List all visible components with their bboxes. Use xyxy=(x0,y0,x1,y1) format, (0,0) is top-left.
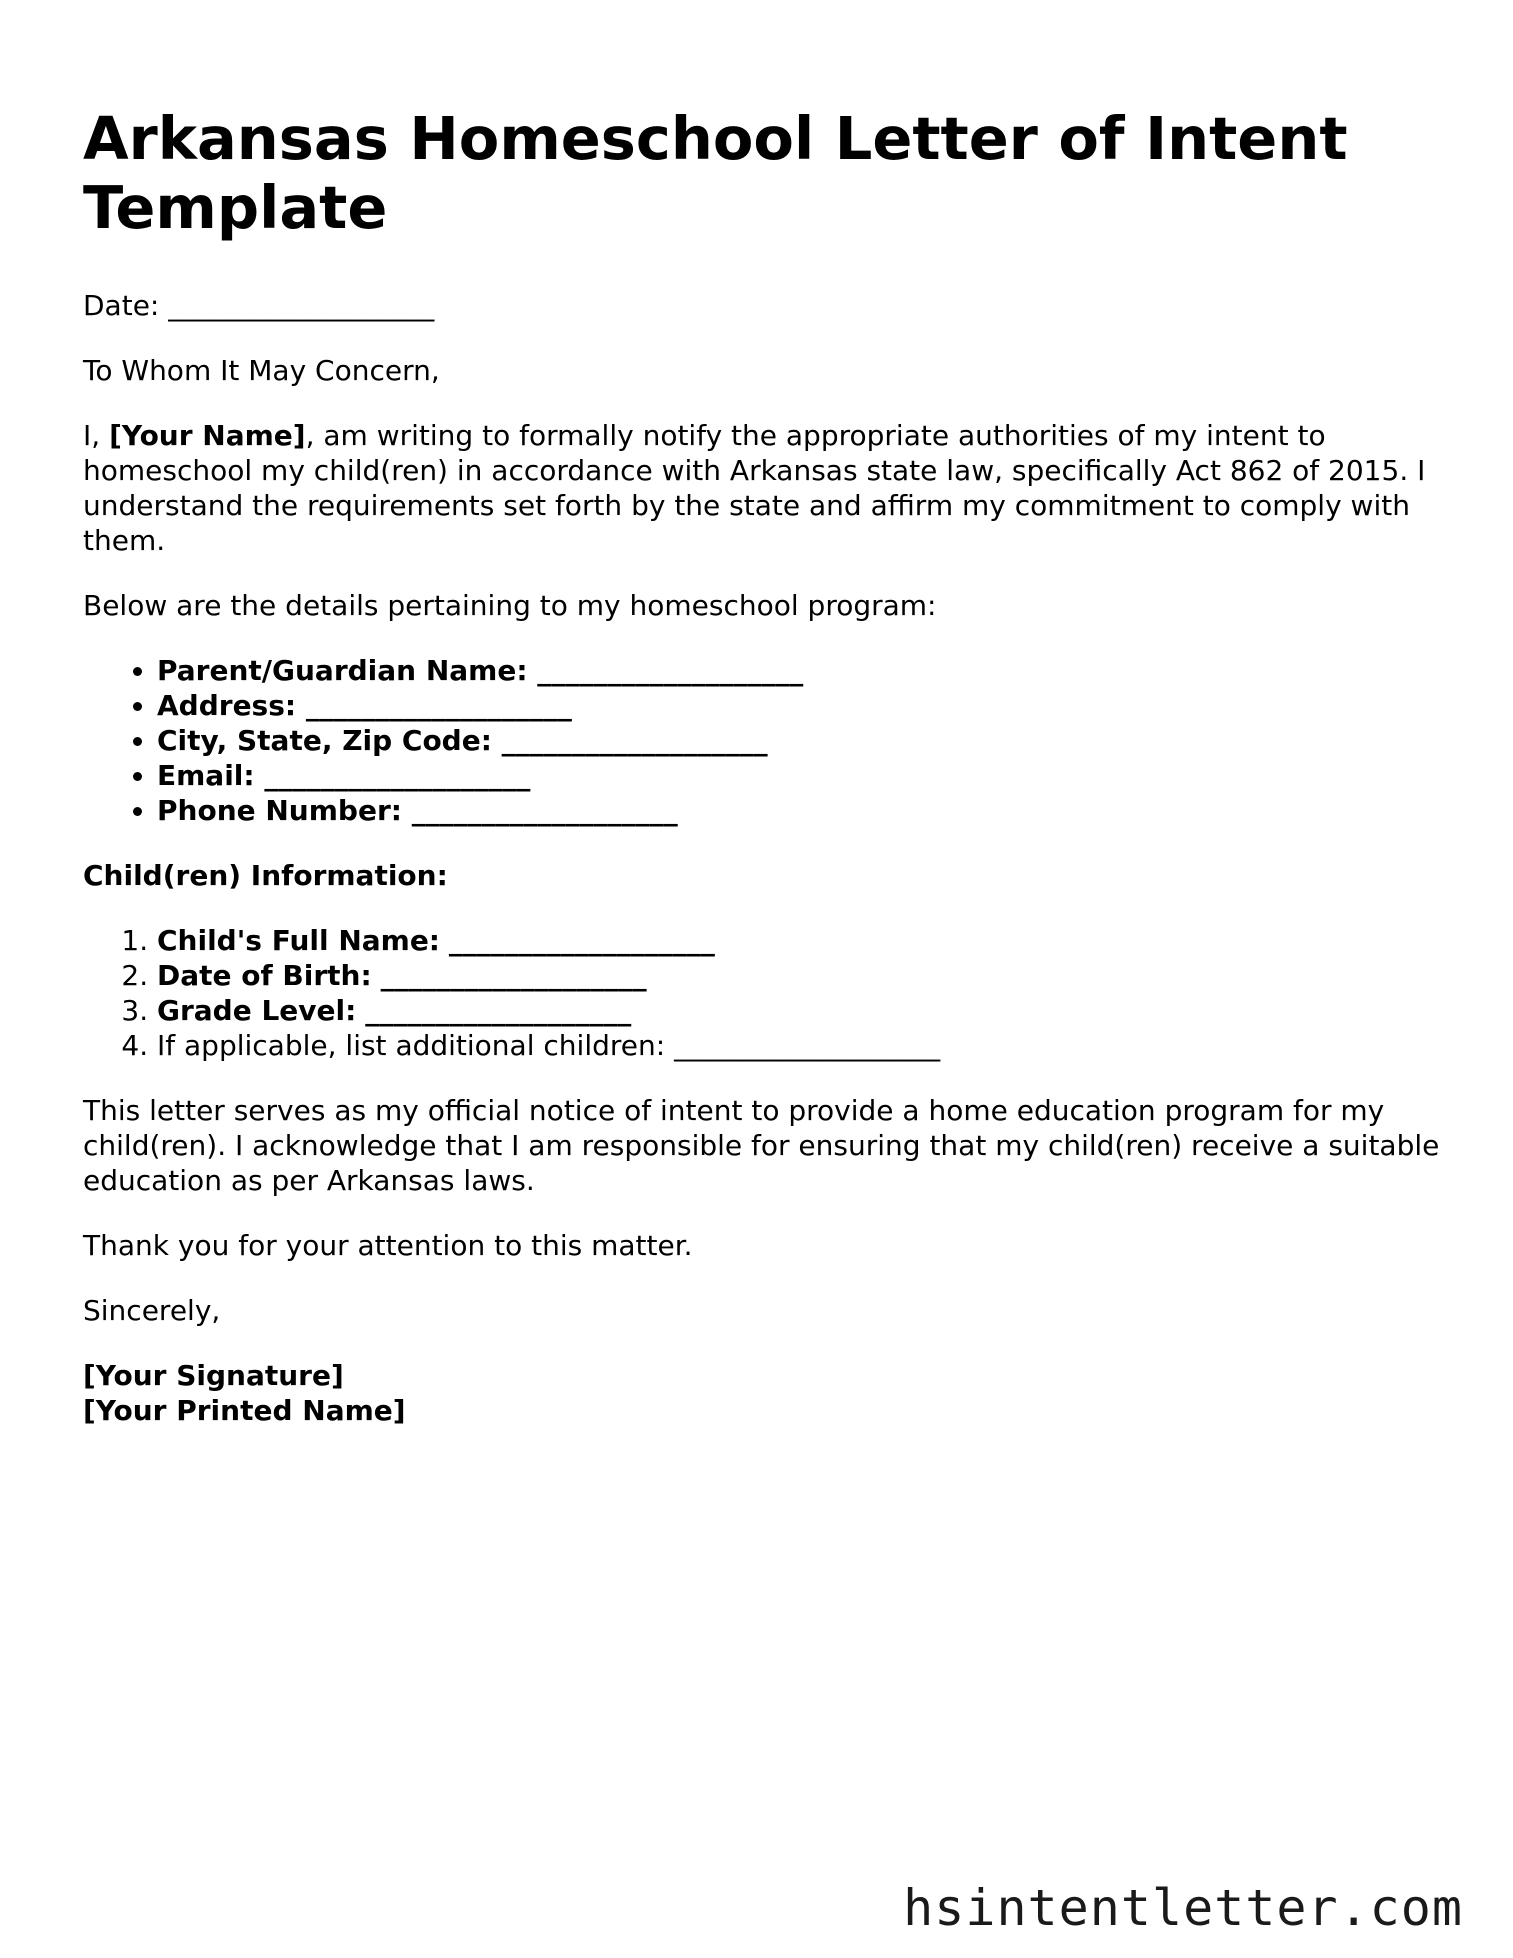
signature-placeholder: [Your Signature] xyxy=(83,1359,344,1392)
address-blank: ___________________ xyxy=(305,689,572,722)
children-heading: Child(ren) Information: xyxy=(83,859,448,892)
greeting: To Whom It May Concern, xyxy=(83,354,440,387)
child-name-blank: ___________________ xyxy=(448,924,715,957)
additional-children-label: If applicable, list additional children: xyxy=(157,1029,666,1062)
list-item xyxy=(157,793,1443,828)
signature-block xyxy=(83,1358,1443,1428)
children-details-list xyxy=(83,923,1443,1063)
date-blank: ___________________ xyxy=(168,289,435,322)
child-name-label: Child's Full Name: xyxy=(157,924,441,957)
parent-details-list xyxy=(83,653,1443,828)
intro-prefix: I, xyxy=(83,419,110,452)
email-blank: ___________________ xyxy=(264,759,531,792)
intro-body: , am writing to formally notify the appropriate authorities of my intent to homeschool my child(ren) in accordance with Arkansas state law, specifically Act 862 of 2015. I understand the requirements set forth by the state and affirm my commitment to comply with them. xyxy=(83,419,1426,557)
phone-label: Phone Number: xyxy=(157,794,402,827)
email-label: Email: xyxy=(157,759,255,792)
details-intro: Below are the details pertaining to my homeschool program: xyxy=(83,589,937,622)
date-label: Date: xyxy=(83,289,160,322)
list-item xyxy=(157,723,1443,758)
your-name-placeholder: [Your Name] xyxy=(109,419,306,452)
phone-blank: ___________________ xyxy=(411,794,678,827)
printed-name-placeholder: [Your Printed Name] xyxy=(83,1394,406,1427)
page-title: Arkansas Homeschool Letter of Intent Template xyxy=(83,104,1348,242)
grade-level-blank: ___________________ xyxy=(365,994,632,1027)
parent-name-label: Parent/Guardian Name: xyxy=(157,654,528,687)
date-of-birth-label: Date of Birth: xyxy=(157,959,372,992)
date-of-birth-blank: ___________________ xyxy=(380,959,647,992)
city-state-zip-label: City, State, Zip Code: xyxy=(157,724,492,757)
list-item xyxy=(157,923,1443,958)
list-item xyxy=(157,758,1443,793)
grade-level-label: Grade Level: xyxy=(157,994,357,1027)
intro-paragraph xyxy=(83,418,1443,558)
additional-children-blank: ___________________ xyxy=(674,1029,941,1062)
list-item xyxy=(157,688,1443,723)
list-item xyxy=(157,1028,1443,1063)
city-state-zip-blank: ___________________ xyxy=(501,724,768,757)
address-label: Address: xyxy=(157,689,297,722)
site-watermark: hsintentletter.com xyxy=(903,1879,1463,1937)
letter-page xyxy=(83,104,1443,1428)
list-item xyxy=(157,653,1443,688)
closing-line: Sincerely, xyxy=(83,1294,221,1327)
list-item xyxy=(157,958,1443,993)
date-line xyxy=(83,288,1443,323)
list-item xyxy=(157,993,1443,1028)
notice-paragraph: This letter serves as my official notice of intent to provide a home education program for my child(ren). I acknowledge that I am responsible for ensuring that my child(ren) receive a suitable education as per Arkansas laws. xyxy=(83,1094,1440,1197)
thanks-line: Thank you for your attention to this matter. xyxy=(83,1229,693,1262)
parent-name-blank: ___________________ xyxy=(537,654,804,687)
